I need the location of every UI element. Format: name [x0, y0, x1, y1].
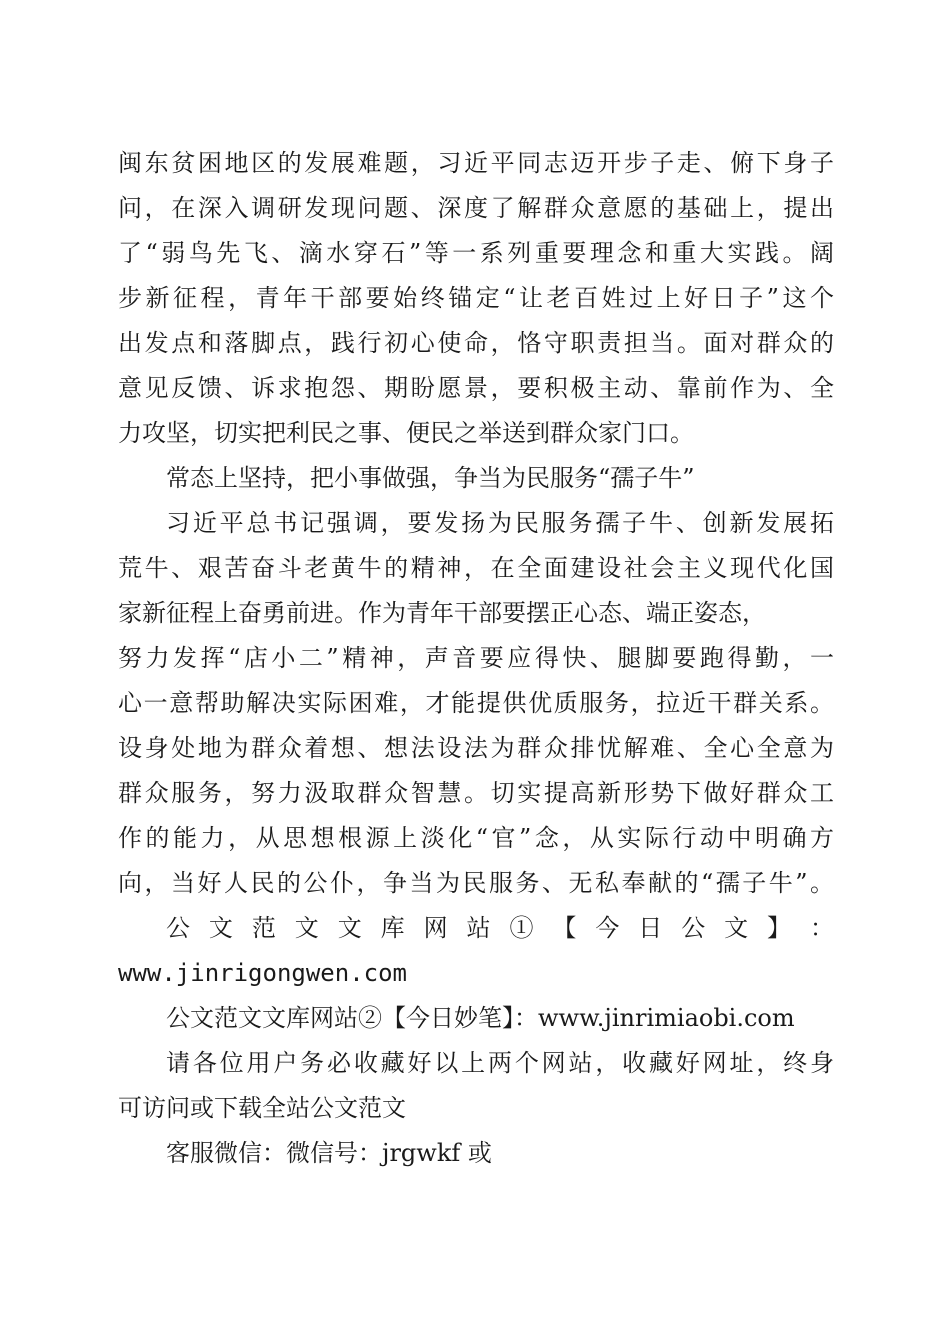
body-line-6: 意见反馈、诉求抱怨、期盼愿景，要积极主动、靠前作为、全: [118, 374, 834, 402]
body-line-15: 群众服务，努力汲取群众智慧。切实提高新形势下做好群众工: [118, 779, 834, 807]
bookmark-notice-cont: 可访问或下载全站公文范文: [118, 1094, 406, 1122]
body-line-14: 设身处地为群众着想、想法设法为群众排忧解难、全心全意为: [118, 734, 834, 762]
body-line-11: 家新征程上奋勇前进。作为青年干部要摆正心态、端正姿态，: [118, 599, 766, 627]
body-line-3: 了“弱鸟先飞、滴水穿石”等一系列重要理念和重大实践。阔: [118, 239, 834, 267]
section-heading: 常态上坚持，把小事做强，争当为民服务“孺子牛”: [166, 464, 695, 492]
customer-service-wechat: 客服微信：微信号：jrgwkf 或: [166, 1139, 492, 1167]
body-line-10: 荒牛、艰苦奋斗老黄牛的精神，在全面建设社会主义现代化国: [118, 554, 834, 582]
body-line-12: 努力发挥“店小二”精神，声音要应得快、腿脚要跑得勤，一: [118, 644, 834, 672]
bookmark-notice: 请各位用户务必收藏好以上两个网站，收藏好网址，终身: [166, 1049, 834, 1077]
body-line-4: 步新征程，青年干部要始终锚定“让老百姓过上好日子”这个: [118, 284, 834, 312]
body-line-2: 问，在深入调研发现问题、深度了解群众意愿的基础上，提出: [118, 194, 834, 222]
body-line-13: 心一意帮助解决实际困难，才能提供优质服务，拉近干群关系。: [118, 689, 834, 717]
website-2-line[interactable]: 公文范文文库网站②【今日妙笔】：www.jinrimiaobi.com: [166, 1004, 795, 1032]
body-line-17: 向，当好人民的公仆，争当为民服务、无私奉献的“孺子牛”。: [118, 869, 834, 897]
body-line-16: 作的能力，从思想根源上淡化“官”念，从实际行动中明确方: [118, 824, 834, 852]
website-1-label: 公 文 范 文 文 库 网 站 ① 【 今 日 公 文 】 ：: [166, 914, 834, 942]
body-line-9: 习近平总书记强调，要发扬为民服务孺子牛、创新发展拓: [166, 509, 834, 537]
body-line-7: 力攻坚，切实把利民之事、便民之举送到群众家门口。: [118, 419, 694, 447]
body-line-5: 出发点和落脚点，践行初心使命，恪守职责担当。面对群众的: [118, 329, 834, 357]
body-line-1: 闽东贫困地区的发展难题，习近平同志迈开步子走、俯下身子: [118, 149, 834, 177]
website-1-url[interactable]: www.jinrigongwen.com: [118, 959, 407, 987]
